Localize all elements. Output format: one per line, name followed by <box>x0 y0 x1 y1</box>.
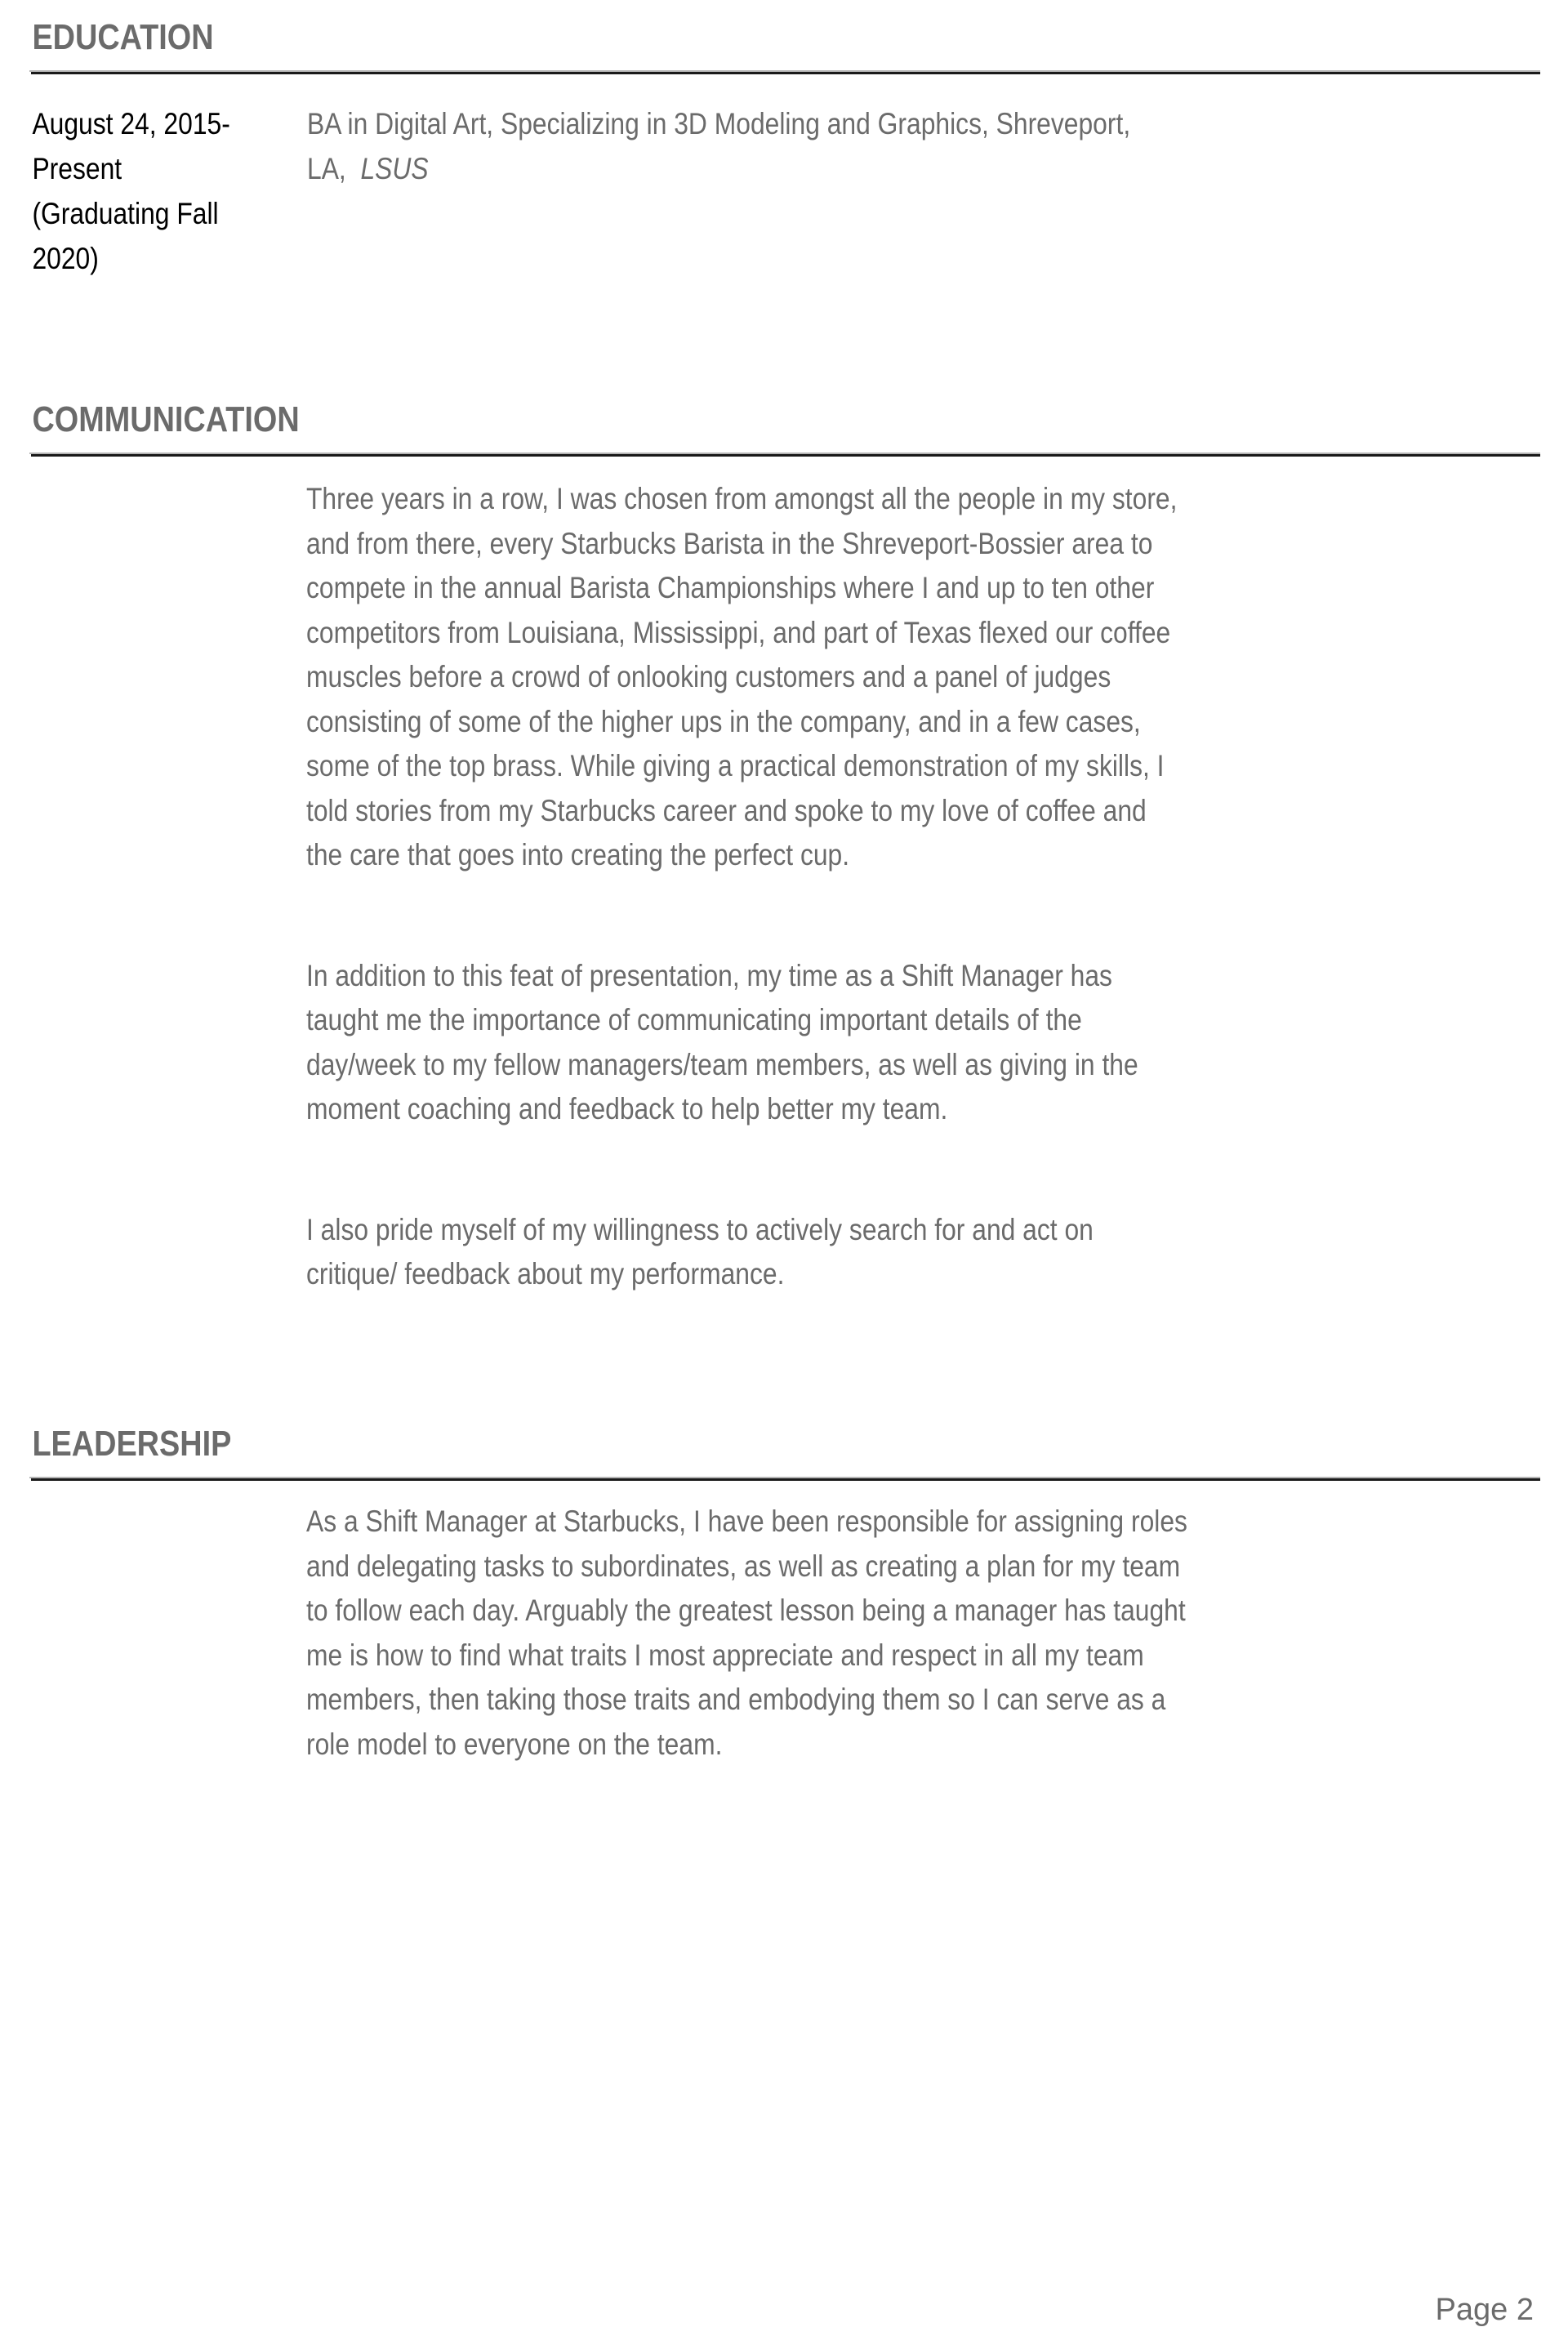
education-divider <box>29 70 1540 75</box>
text-line: As a Shift Manager at Starbucks, I have been responsible for assigning roles <box>306 1505 1187 1538</box>
education-date: August 24, 2015- Present (Graduating Fall 2020) <box>32 107 230 275</box>
communication-heading: COMMUNICATION <box>32 399 300 439</box>
education-entry <box>29 101 1540 289</box>
text-line: told stories from my Starbucks career and spoke to my love of coffee and <box>306 793 1147 827</box>
communication-paragraph <box>306 477 1290 878</box>
communication-paragraph <box>306 1208 1290 1297</box>
education-section <box>29 15 1540 289</box>
text-line: Three years in a row, I was chosen from amongst all the people in my store, <box>306 482 1178 515</box>
text-line: muscles before a crowd of onlooking customers and a panel of judges <box>306 660 1111 693</box>
communication-section <box>29 397 1540 457</box>
leadership-heading: LEADERSHIP <box>32 1424 232 1464</box>
text-line: to follow each day. Arguably the greatest lesson being a manager has taught <box>306 1594 1186 1627</box>
school-name: LSUS <box>360 152 429 185</box>
text-line: compete in the annual Barista Championships where I and up to ten other <box>306 571 1155 604</box>
text-line: the care that goes into creating the perfect cup. <box>306 838 850 872</box>
text-line: competitors from Louisiana, Mississippi, and part of Texas flexed our coffee <box>306 615 1171 649</box>
text-line: role model to everyone on the team. <box>306 1727 723 1761</box>
page-number: Page 2 <box>1435 2293 1534 2327</box>
text-line: I also pride myself of my willingness to actively search for and act on <box>306 1212 1094 1246</box>
education-degree: BA in Digital Art, Specializing in 3D Modeling and Graphics, Shreveport, LA, LSUS <box>307 107 1131 185</box>
text-line: consisting of some of the higher ups in the company, and in a few cases, <box>306 704 1141 738</box>
leadership-body <box>306 1500 1450 1767</box>
text-line: members, then taking those traits and embodying them so I can serve as a <box>306 1683 1166 1716</box>
text-line: me is how to find what traits I most appreciate and respect in all my team <box>306 1638 1144 1672</box>
communication-body <box>306 477 1450 1297</box>
text-line: taught me the importance of communicating important details of the <box>306 1003 1082 1036</box>
communication-paragraph <box>306 954 1290 1132</box>
text-line: day/week to my fellow managers/team members, as well as giving in the <box>306 1047 1138 1081</box>
text-line: critique/ feedback about my performance. <box>306 1257 785 1291</box>
leadership-section <box>29 1421 1540 1482</box>
education-heading: EDUCATION <box>32 17 214 57</box>
leadership-paragraph <box>306 1500 1290 1767</box>
text-line: and from there, every Starbucks Barista in the Shreveport-Bossier area to <box>306 526 1153 560</box>
text-line: and delegating tasks to subordinates, as well as creating a plan for my team <box>306 1549 1181 1583</box>
communication-divider <box>29 452 1540 457</box>
text-line: some of the top brass. While giving a practical demonstration of my skills, I <box>306 749 1165 782</box>
text-line: moment coaching and feedback to help better my team. <box>306 1092 948 1126</box>
leadership-divider <box>29 1477 1540 1482</box>
text-line: In addition to this feat of presentation, my time as a Shift Manager has <box>306 958 1112 992</box>
